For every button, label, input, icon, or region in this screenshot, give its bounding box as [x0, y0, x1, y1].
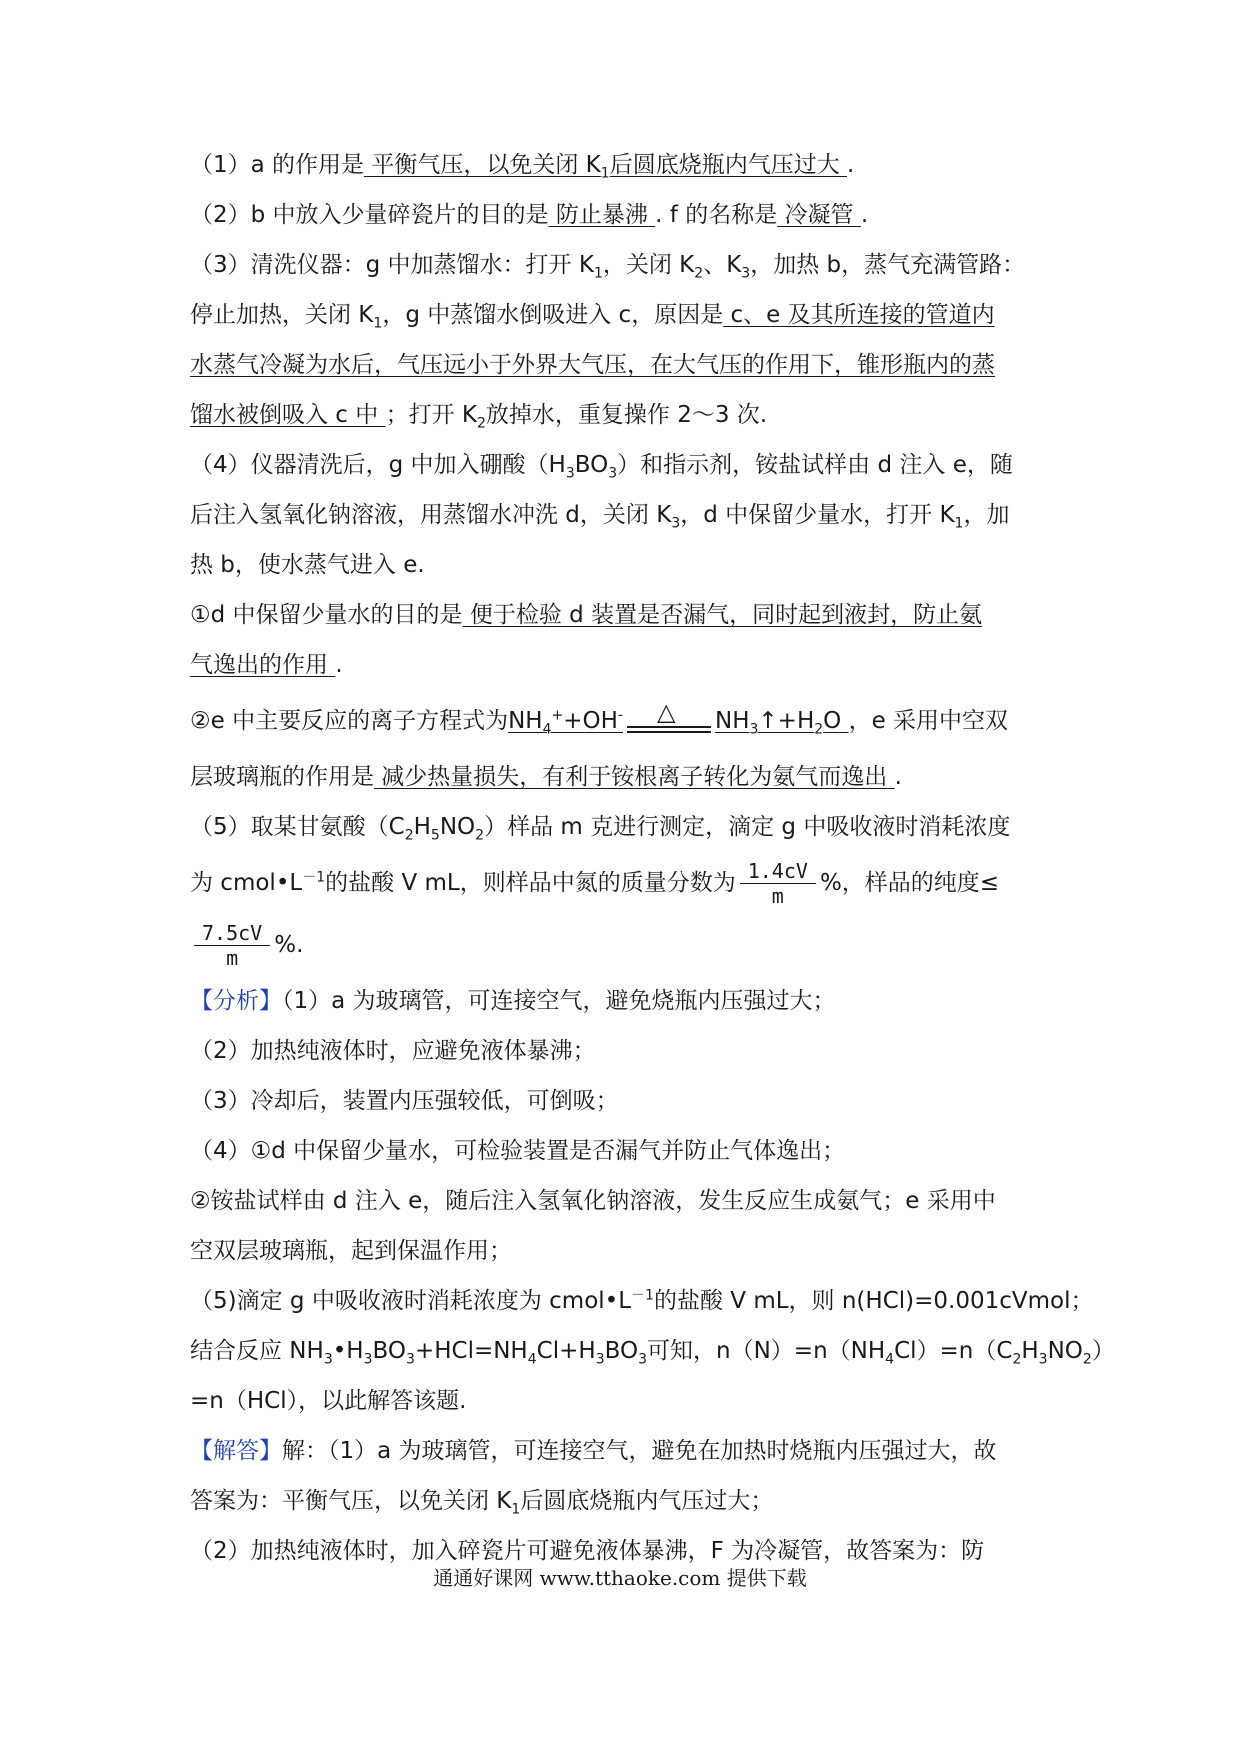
answer-line-3: （2）加热纯液体时，加入碎瓷片可避免液体暴沸，F 为冷凝管，故答案为：防	[190, 1538, 985, 1564]
analysis-line-5: ②铵盐试样由 d 注入 e，随后注入氢氧化钠溶液，发生反应生成氨气；e 采用中	[190, 1188, 996, 1214]
analysis-line-4: （4）①d 中保留少量水，可检验装置是否漏气并防止气体逸出；	[190, 1138, 846, 1164]
q4a-line-1: ①d 中保留少量水的目的是 便于检验 d 装置是否漏气，同时起到液封，防止氨	[190, 602, 983, 628]
q3-line-1: （3）清洗仪器：g 中加蒸馏水：打开 $K_1$，关闭 $K_2$、$K_3$，加热 b，蒸气充满管路：	[190, 252, 1026, 282]
q4a-answer-cont: 气逸出的作用	[190, 652, 336, 678]
page-footer: 通通好课网 www.tthaoke.com 提供下载	[433, 1566, 807, 1590]
analysis-line-9: =n（HCl），以此解答该题.	[190, 1388, 467, 1414]
q2-prompt: （2）b 中放入少量碎瓷片的目的是	[190, 202, 549, 228]
document-body	[190, 140, 1115, 1576]
analysis-line-6: 空双层玻璃瓶，起到保温作用；	[190, 1238, 512, 1264]
q3-answer-cont: 水蒸气冷凝为水后，气压远小于外界大气压，在大气压的作用下，锥形瓶内的蒸	[190, 352, 995, 378]
q1-prompt: （1）a 的作用是	[190, 152, 365, 178]
q3-line-3	[190, 340, 1060, 390]
q4a-answer: 便于检验 d 装置是否漏气，同时起到液封，防止氨	[462, 602, 983, 628]
analysis-line-8: 结合反应 $NH_3•H_3BO_3+HCl=NH_4Cl+H_3BO_3$可知，$n(N)=n(NH_4Cl)=n(C_2H_3NO_2)$	[190, 1338, 1115, 1368]
q3-answer: c、e 及其所连接的管道内	[723, 302, 995, 328]
q5-line-3: $\frac{7.5cV}{m}$ %.	[190, 914, 1060, 976]
analysis-tag: 【分析】	[190, 988, 282, 1014]
heating-condition-sign: △	[627, 702, 711, 742]
q1-line: （1）a 的作用是 平衡气压，以免关闭 $K_1$后圆底烧瓶内气压过大 .	[190, 152, 855, 182]
q5-line-1: （5）取某甘氨酸$(C_2H_5NO_2)$样品 m 克进行测定，滴定 g 中吸收液时消耗浓度	[190, 814, 1011, 844]
q2-answer-1: 防止暴沸	[548, 202, 656, 228]
answer-line-2: 答案为：平衡气压，以免关闭 $K_1$后圆底烧瓶内气压过大；	[190, 1488, 774, 1518]
q3-line-4: 馏水被倒吸入 c 中 ；打开 $K_2$放掉水，重复操作 2～3 次.	[190, 402, 768, 432]
q4-line-2: 后注入氢氧化钠溶液，用蒸馏水冲洗 d，关闭 $K_3$，d 中保留少量水，打开 $K_1$，加	[190, 502, 1010, 532]
q1-answer: 平衡气压，以免关闭 $K_1$后圆底烧瓶内气压过大	[364, 152, 847, 182]
q4b-line-1: ②e 中主要反应的离子方程式为$NH_4^++OH^-$ △ $NH_3↑+H_2O$ ，e 采用中空双	[190, 690, 1060, 752]
analysis-line-3: （3）冷却后，装置内压强较低，可倒吸；	[190, 1088, 619, 1114]
q2-answer-2: 冷凝管	[777, 202, 861, 228]
q4-line-1: （4）仪器清洗后，g 中加入硼酸$(H_3BO_3)$和指示剂，铵盐试样由 d 注入 e，随	[190, 452, 1013, 482]
analysis-line-2: （2）加热纯液体时，应避免液体暴沸；	[190, 1038, 596, 1064]
purity-fraction: $\frac{7.5cV}{m}$	[194, 921, 270, 970]
q4b-answer: 减少热量损失，有利于铵根离子转化为氨气而逸出	[374, 764, 895, 790]
ionic-equation-products: $NH_3↑+H_2O$	[714, 708, 849, 738]
ionic-equation: $NH_4^++OH^-$	[508, 707, 623, 738]
q5-line-2: 为 $cmol•L^{-1}$的盐酸 V mL，则样品中氮的质量分数为 $\frac{1.4cV}{m}$ %，样品的纯度≤	[190, 859, 1000, 908]
analysis-line-1: 【分析】（1）a 为玻璃管，可连接空气，避免烧瓶内压强过大；	[190, 988, 836, 1014]
q4a-line-2: 气逸出的作用 .	[190, 652, 343, 678]
q3-line-2: 停止加热，关闭 $K_1$，g 中蒸馏水倒吸进入 c，原因是 c、e 及其所连接的管道内	[190, 302, 995, 332]
q4-line-3: 热 b，使水蒸气进入 e.	[190, 552, 425, 578]
q3-answer-end: 馏水被倒吸入 c 中	[190, 402, 386, 428]
nitrogen-fraction: $\frac{1.4cV}{m}$	[740, 859, 816, 908]
answer-line-1: 【解答】解：（1）a 为玻璃管，可连接空气，避免在加热时烧瓶内压强过大，故	[190, 1438, 997, 1464]
analysis-line-7: （5)滴定 g 中吸收液时消耗浓度为 $cmol•L^{-1}$的盐酸 V mL，则 n(HCl)=0.001cVmol；	[190, 1287, 1094, 1314]
answer-tag: 【解答】	[190, 1438, 282, 1464]
q4b-line-2: 层玻璃瓶的作用是 减少热量损失，有利于铵根离子转化为氨气而逸出 .	[190, 764, 902, 790]
q2-line: （2）b 中放入少量碎瓷片的目的是 防止暴沸 . f 的名称是 冷凝管 .	[190, 202, 869, 228]
